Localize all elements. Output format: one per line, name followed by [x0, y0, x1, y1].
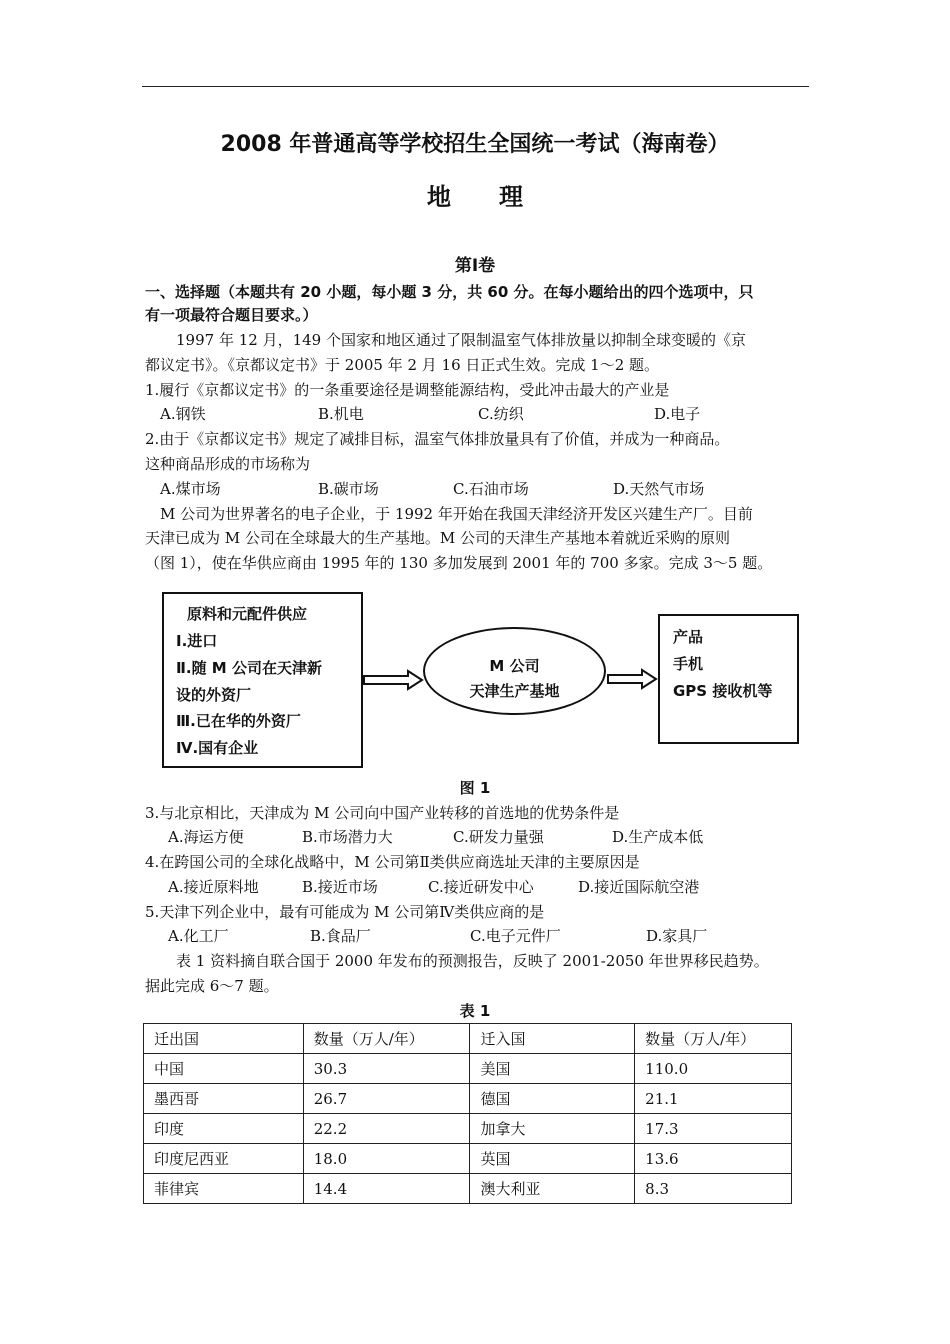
table-cell: 印度	[144, 1114, 304, 1144]
q4-option-d: D.接近国际航空港	[578, 878, 700, 896]
arrow-to-m-company	[364, 671, 422, 689]
q1-option-c: C.纺织	[478, 405, 524, 423]
q1-option-d: D.电子	[654, 405, 701, 423]
m-company-base-label: 天津生产基地	[469, 682, 560, 700]
arrow-to-products	[608, 670, 656, 688]
table-cell: 21.1	[635, 1084, 792, 1114]
table-row	[144, 1054, 792, 1084]
intro1-line2: 都议定书》。《京都议定书》于 2005 年 2 月 16 日正式生效。完成 1～2 题。	[145, 356, 660, 374]
q2-option-d: D.天然气市场	[613, 480, 705, 498]
q3-option-d: D.生产成本低	[612, 828, 704, 846]
intro3-line1: 表 1 资料摘自联合国于 2000 年发布的预测报告，反映了 2001-2050 年世界移民趋势。	[176, 952, 769, 970]
supply-item-2: Ⅱ.随 M 公司在天津新	[176, 659, 322, 677]
table-cell: 8.3	[635, 1174, 792, 1204]
q1-option-b: B.机电	[318, 405, 364, 423]
table-cell: 26.7	[303, 1084, 470, 1114]
intro2-line1: M 公司为世界著名的电子企业，于 1992 年开始在我国天津经济开发区兴建生产厂。目前	[160, 505, 753, 523]
q2-option-c: C.石油市场	[453, 480, 529, 498]
table-cell: 德国	[470, 1084, 635, 1114]
q1-stem: 1.履行《京都议定书》的一条重要途径是调整能源结构，受此冲击最大的产业是	[145, 381, 670, 399]
q2-option-a: A.煤市场	[160, 480, 221, 498]
header-emigration-amount: 数量（万人/年）	[303, 1024, 470, 1054]
header-immigration-country: 迁入国	[470, 1024, 635, 1054]
table-caption: 表 1	[459, 1002, 491, 1020]
table-cell: 菲律宾	[144, 1174, 304, 1204]
q4-stem: 4.在跨国公司的全球化战略中，M 公司第Ⅱ类供应商选址天津的主要原因是	[145, 853, 640, 871]
supply-box-title: 原料和元配件供应	[187, 605, 308, 623]
table-cell: 17.3	[635, 1114, 792, 1144]
migration-table	[143, 1023, 792, 1204]
intro2-line3: （图 1），使在华供应商由 1995 年的 130 多加发展到 2001 年的 700 多家。完成 3～5 题。	[145, 554, 773, 572]
q1-option-a: A.钢铁	[160, 405, 206, 423]
q2-option-b: B.碳市场	[318, 480, 379, 498]
table-cell: 30.3	[303, 1054, 470, 1084]
table-cell: 22.2	[303, 1114, 470, 1144]
q5-option-d: D.家具厂	[646, 927, 708, 945]
table-cell: 加拿大	[470, 1114, 635, 1144]
q3-option-b: B.市场潜力大	[302, 828, 393, 846]
q5-option-a: A.化工厂	[168, 927, 229, 945]
table-cell: 13.6	[635, 1144, 792, 1174]
table-header-row	[144, 1024, 792, 1054]
q2-stem-line2: 这种商品形成的市场称为	[145, 455, 311, 473]
q3-option-c: C.研发力量强	[453, 828, 544, 846]
table-cell: 110.0	[635, 1054, 792, 1084]
supply-item-2-cont: 设的外资厂	[176, 686, 252, 704]
part-title: 第Ⅰ卷	[454, 256, 496, 276]
table-cell: 14.4	[303, 1174, 470, 1204]
section-heading-line1: 一、选择题（本题共有 20 小题，每小题 3 分，共 60 分。在每小题给出的四个选项中，只	[145, 283, 754, 301]
m-company-label: M 公司	[489, 657, 540, 675]
intro1-line1: 1997 年 12 月，149 个国家和地区通过了限制温室气体排放量以抑制全球变暖的《京	[176, 331, 746, 349]
supply-item-4: Ⅳ.国有企业	[176, 739, 259, 757]
table-row	[144, 1144, 792, 1174]
q4-option-b: B.接近市场	[302, 878, 378, 896]
product-box-title: 产品	[673, 628, 704, 646]
table-cell: 美国	[470, 1054, 635, 1084]
table-cell: 中国	[144, 1054, 304, 1084]
table-cell: 墨西哥	[144, 1084, 304, 1114]
table-cell: 18.0	[303, 1144, 470, 1174]
table-row	[144, 1174, 792, 1204]
q2-stem-line1: 2.由于《京都议定书》规定了减排目标，温室气体排放量具有了价值，并成为一种商品。	[145, 430, 730, 448]
table-cell: 英国	[470, 1144, 635, 1174]
table-row	[144, 1084, 792, 1114]
header-immigration-amount: 数量（万人/年）	[635, 1024, 792, 1054]
q5-stem: 5.天津下列企业中，最有可能成为 M 公司第Ⅳ类供应商的是	[145, 903, 545, 921]
section-heading-line2: 有一项最符合题目要求。）	[145, 306, 318, 324]
q5-option-b: B.食品厂	[310, 927, 371, 945]
supply-item-3: Ⅲ.已在华的外资厂	[176, 712, 301, 730]
figure-caption: 图 1	[459, 779, 491, 797]
q3-stem: 3.与北京相比，天津成为 M 公司向中国产业转移的首选地的优势条件是	[145, 804, 620, 822]
table-cell: 印度尼西亚	[144, 1144, 304, 1174]
product-item-phone: 手机	[673, 655, 704, 673]
supply-item-1: Ⅰ.进口	[176, 632, 218, 650]
table-cell: 澳大利亚	[470, 1174, 635, 1204]
q4-option-c: C.接近研发中心	[428, 878, 534, 896]
header-emigration-country: 迁出国	[144, 1024, 304, 1054]
q5-option-c: C.电子元件厂	[470, 927, 561, 945]
table-row	[144, 1114, 792, 1144]
top-rule	[142, 86, 809, 87]
q4-option-a: A.接近原料地	[168, 878, 259, 896]
q3-option-a: A.海运方便	[168, 828, 244, 846]
intro2-line2: 天津已成为 M 公司在全球最大的生产基地。M 公司的天津生产基地本着就近采购的原则	[145, 529, 731, 547]
subject-title: 地 理	[427, 183, 523, 211]
product-item-gps: GPS 接收机等	[673, 682, 773, 700]
exam-title: 2008 年普通高等学校招生全国统一考试（海南卷）	[220, 132, 730, 157]
intro3-line2: 据此完成 6～7 题。	[145, 977, 279, 995]
